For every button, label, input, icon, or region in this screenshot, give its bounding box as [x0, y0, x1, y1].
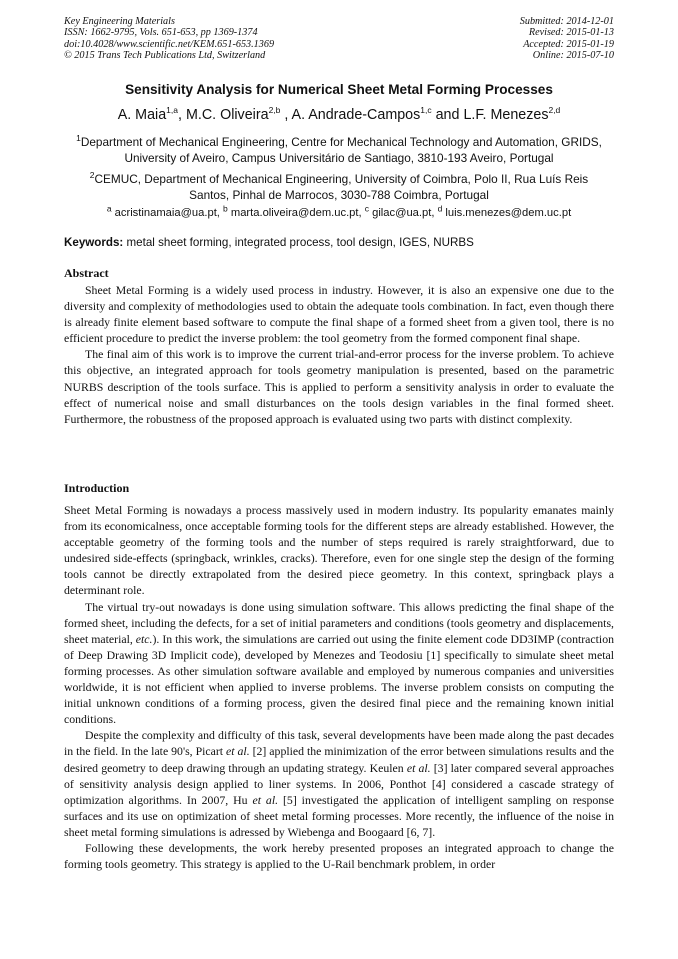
- email-marker: a: [106, 203, 112, 214]
- affiliation-marker: 1: [76, 133, 81, 144]
- journal-info: [64, 16, 274, 62]
- email-marker: d: [437, 203, 443, 214]
- keywords: [64, 236, 614, 249]
- paper-title: Sensitivity Analysis for Numerical Sheet Metal Forming Processes: [125, 82, 553, 97]
- date-revised: Revised: 2015-01-13: [528, 27, 614, 39]
- text-run-italic: et al.: [226, 744, 250, 759]
- email-address[interactable]: luis.menezes@dem.uc.pt: [445, 207, 572, 219]
- text-run: [2] applied the minimization of the error between simulations results and the desired geometry to deep drawing through an updating strategy. Keulen: [64, 744, 614, 775]
- date-accepted: Accepted: 2015-01-19: [523, 38, 614, 50]
- date-submitted: Submitted: 2014-12-01: [519, 16, 614, 27]
- author-emails: [0, 203, 678, 219]
- affiliation-2: [70, 171, 608, 203]
- text-run-italic: etc.: [135, 631, 153, 646]
- author-separator: ,: [280, 107, 292, 123]
- author-affil-marker: 1,c: [420, 105, 432, 116]
- journal-copyright: © 2015 Trans Tech Publications Ltd, Switzerland: [64, 50, 266, 62]
- intro-paragraph: Following these developments, the work hereby presented proposes an integrated approach to change the forming tools geometry. This strategy is applied to the U-Rail benchmark problem, in order: [64, 840, 614, 872]
- journal-name: Key Engineering Materials: [64, 16, 175, 27]
- text-run: ). In this work, the simulations are carried out using the finite element code DD3IMP (contraction of Deep Drawing 3D Implicit code), developed by Menezes and Teodosiu [1] specifically to simulate sheet metal forming processes. As other simulation software available and employed by numerous companies and universities worldwide, it is not efficient when applied to inverse problems. The inverse problem consists on computing the initial unknown conditions of a forming process, given the desired final piece and the remaining known initial conditions.: [64, 631, 614, 727]
- author-name: M.C. Oliveira: [185, 107, 269, 123]
- publication-dates: [520, 16, 614, 62]
- date-online: Online: 2015-07-10: [532, 50, 614, 62]
- text-run: [5] investigated the application of intelligent sampling on response surfaces and its use on optimization of sheet metal forming processes. More recently, the influence of the noise in sheet metal forming simulations is adressed by Wiebenga and Boogaard [6, 7].: [64, 792, 614, 839]
- author-name: L.F. Menezes: [463, 107, 549, 123]
- author-affil-marker: 2,d: [548, 105, 561, 116]
- email-address[interactable]: acristinamaia@ua.pt,: [114, 207, 220, 219]
- email-address[interactable]: marta.oliveira@dem.uc.pt,: [230, 207, 362, 219]
- abstract-paragraph: Sheet Metal Forming is a widely used process in industry. However, it is also an expensive one due to the diversity and complexity of methodologies used to obtain the adequate tools combination. In fact, even though there is already finite element based software to compute the final shape of a formed sheet from a given tool, there is no efficient procedure to predict the inverse problem: the tool geometry from the formed component final shape.: [64, 283, 614, 346]
- introduction-heading: Introduction: [64, 481, 130, 495]
- text-run: The virtual try-out nowadays is done using simulation software. This allows predicting the final shape of the formed sheet, including the defects, for a set of initial parameters and conditions (tools geometry and displacements, sheet material,: [64, 599, 614, 646]
- abstract-heading: Abstract: [64, 266, 109, 280]
- author-name: A. Andrade-Campos: [291, 107, 421, 123]
- author-separator: and: [431, 107, 464, 123]
- abstract-body: [64, 282, 614, 427]
- affiliation-text: Department of Mechanical Engineering, Centre for Mechanical Technology and Automation, GRIDS, University of Aveiro, Campus Universitário de Santiago, 3810-193 Aveiro, Portugal: [80, 135, 602, 166]
- email-marker: c: [364, 203, 369, 214]
- introduction-body: [64, 502, 614, 872]
- text-run-italic: et al.: [252, 792, 279, 807]
- intro-paragraph: Sheet Metal Forming is nowadays a process massively used in modern industry. Its popularity emanates mainly from its economicalness, once acceptable forming tools for the different steps are already established. However, the acceptable geometry of the forming tools and the number of steps required is rarely straightforward, due to undesired side-effects (springback, wrinkles, cracks). Therefore, even for one single step the design of the forming tools cannot be directly extrapolated from the desired piece geometry. In this context, springback plays a determinant role.: [64, 503, 614, 598]
- keywords-text: metal sheet forming, integrated process, tool design, IGES, NURBS: [126, 236, 474, 249]
- keywords-label: Keywords:: [64, 236, 124, 249]
- intro-paragraph: [64, 599, 614, 728]
- text-run-italic: et al.: [406, 760, 431, 775]
- author-affil-marker: 2,b: [268, 105, 281, 116]
- text-run: [3] later compared several approaches of sensitivity analysis design applied to liner systems. In 2006, Ponthot [4] considered a cascade strategy of optimization algorithms. In 2007, Hu: [64, 760, 614, 807]
- text-run: Despite the complexity and difficulty of this task, several developments have been made along the past decades in the field. In the late 90's, Picart: [64, 728, 614, 759]
- abstract-paragraph: The final aim of this work is to improve the current trial-and-error process for the inverse problem. To achieve this objective, an integrated approach for tools geometry manipulation is presented, based on the parametric NURBS description of the tools surface. This is applied to perform a sensitivity analysis in order to evaluate the effect of numerical noise and small disturbances on the tools design variables in the final formed sheet. Furthermore, the robustness of the proposed approach is evaluated using two parts with distinct complexity.: [64, 347, 614, 426]
- affiliation-1: [70, 134, 608, 166]
- email-marker: b: [223, 203, 228, 214]
- author-affil-marker: 1,a: [166, 105, 178, 116]
- journal-doi: doi:10.4028/www.scientific.net/KEM.651-653.1369: [64, 38, 275, 50]
- email-address[interactable]: gilac@ua.pt,: [372, 207, 435, 219]
- author-name: A. Maia: [117, 107, 167, 123]
- affiliation-marker: 2: [89, 170, 95, 181]
- author-list: [0, 107, 678, 123]
- intro-paragraph: [64, 727, 614, 840]
- author-separator: ,: [177, 107, 186, 123]
- journal-issn: ISSN: 1662-9795, Vols. 651-653, pp 1369-1374: [64, 27, 258, 39]
- affiliation-text: CEMUC, Department of Mechanical Engineering, University of Coimbra, Polo II, Rua Luís Reis Santos, Pinhal de Marrocos, 3030-788 Coimbra, Portugal: [94, 172, 589, 203]
